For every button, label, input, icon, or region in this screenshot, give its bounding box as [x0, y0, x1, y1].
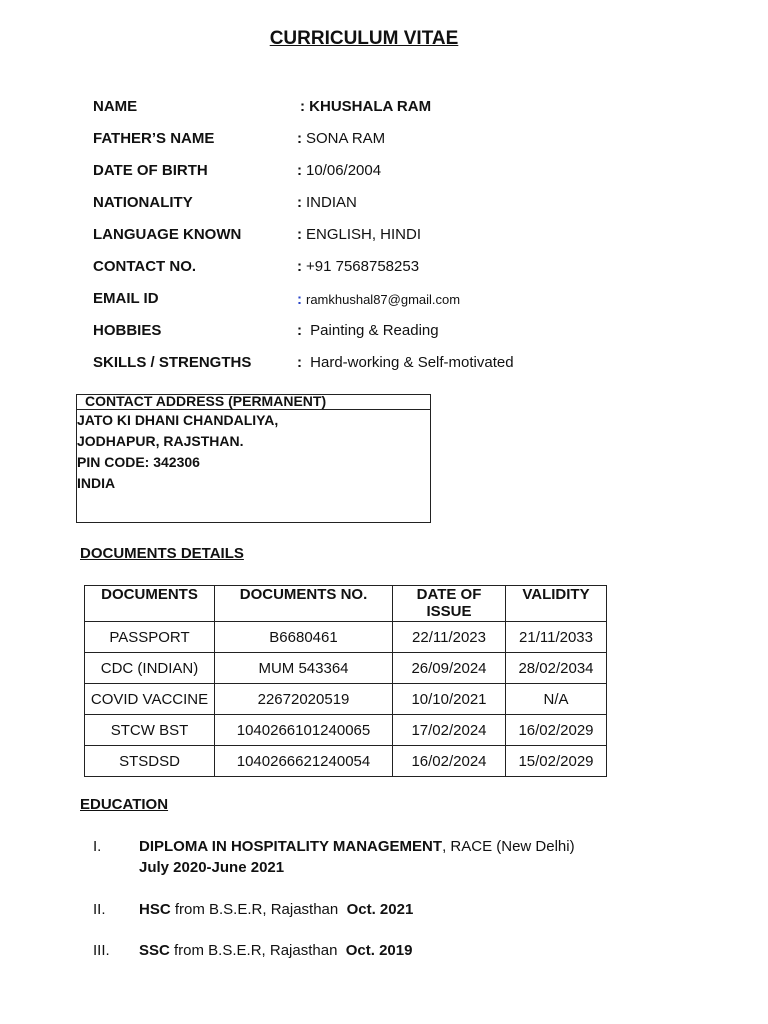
label-skills-strengths: SKILLS / STRENGTHS [93, 354, 252, 371]
table-cell: STSDSD [85, 746, 215, 777]
table-row [85, 715, 607, 746]
education-number: III. [93, 942, 110, 959]
table-cell: N/A [506, 684, 607, 715]
table-cell: 10/10/2021 [393, 684, 506, 715]
table-cell: 26/09/2024 [393, 653, 506, 684]
education-degree: DIPLOMA IN HOSPITALITY MANAGEMENT [139, 838, 443, 855]
address-line: PIN CODE: 342306 [77, 454, 200, 470]
education-item-diploma [139, 838, 575, 855]
table-cell: 21/11/2033 [506, 622, 607, 653]
education-number: I. [93, 838, 102, 855]
page-title: CURRICULUM VITAE [269, 28, 459, 49]
table-cell: 17/02/2024 [393, 715, 506, 746]
table-cell: 16/02/2024 [393, 746, 506, 777]
table-cell: 15/02/2029 [506, 746, 607, 777]
label-language-known: LANGUAGE KNOWN [93, 226, 242, 243]
value-contact-no: : +91 7568758253 [297, 258, 420, 275]
value-fathers-name: : SONA RAM [297, 130, 386, 147]
education-number: II. [93, 901, 106, 918]
table-row [85, 746, 607, 777]
table-cell: PASSPORT [85, 622, 215, 653]
education-institution: from B.S.E.R, Rajasthan [169, 942, 342, 959]
table-cell: 22672020519 [215, 684, 393, 715]
table-cell: STCW BST [85, 715, 215, 746]
table-row [85, 622, 607, 653]
column-header: DOCUMENTS [85, 586, 215, 622]
documents-table [84, 585, 607, 777]
label-fathers-name: FATHER’S NAME [93, 130, 215, 147]
label-contact-no: CONTACT NO. [93, 258, 197, 275]
education-item-ssc [139, 942, 412, 959]
address-line: JATO KI DHANI CHANDALIYA, [77, 412, 279, 428]
table-row [85, 684, 607, 715]
value-email-id: : ramkhushal87@gmail.com [297, 291, 461, 308]
table-header-row [85, 586, 607, 622]
education-item-hsc [139, 901, 413, 918]
table-cell: MUM 543364 [215, 653, 393, 684]
contact-address-heading: CONTACT ADDRESS (PERMANENT) [77, 395, 430, 410]
value-date-of-birth: : 10/06/2004 [297, 162, 382, 179]
education-period: Oct. 2019 [345, 942, 413, 959]
table-cell: 22/11/2023 [393, 622, 506, 653]
education-heading: EDUCATION [80, 796, 169, 813]
table-cell: COVID VACCINE [85, 684, 215, 715]
label-hobbies: HOBBIES [93, 322, 162, 339]
education-institution: , RACE (New Delhi) [442, 838, 575, 855]
column-header: VALIDITY [506, 586, 607, 622]
label-name: NAME [93, 98, 138, 115]
value-name: : KHUSHALA RAM [300, 98, 432, 115]
education-institution: from B.S.E.R, Rajasthan [170, 901, 343, 918]
education-degree: SSC [139, 942, 170, 959]
value-language-known: : ENGLISH, HINDI [297, 226, 422, 243]
education-period: Oct. 2021 [346, 901, 414, 918]
table-cell: 28/02/2034 [506, 653, 607, 684]
education-degree: HSC [139, 901, 171, 918]
table-cell: 1040266621240054 [215, 746, 393, 777]
value-nationality: : INDIAN [297, 194, 357, 211]
column-header: DATE OF ISSUE [393, 586, 506, 622]
table-cell: CDC (INDIAN) [85, 653, 215, 684]
label-nationality: NATIONALITY [93, 194, 193, 211]
label-email-id: EMAIL ID [93, 290, 159, 307]
education-period: July 2020-June 2021 [139, 859, 285, 876]
table-cell: B6680461 [215, 622, 393, 653]
label-date-of-birth: DATE OF BIRTH [93, 162, 208, 179]
table-cell: 16/02/2029 [506, 715, 607, 746]
address-line: INDIA [77, 475, 116, 491]
table-cell: 1040266101240065 [215, 715, 393, 746]
column-header: DOCUMENTS NO. [215, 586, 393, 622]
value-hobbies: : Painting & Reading [297, 322, 439, 339]
value-skills-strengths: : Hard-working & Self-motivated [297, 354, 514, 371]
address-line: JODHAPUR, RAJSTHAN. [77, 433, 244, 449]
contact-address-box [76, 394, 431, 523]
documents-heading: DOCUMENTS DETAILS [80, 545, 244, 562]
table-row [85, 653, 607, 684]
